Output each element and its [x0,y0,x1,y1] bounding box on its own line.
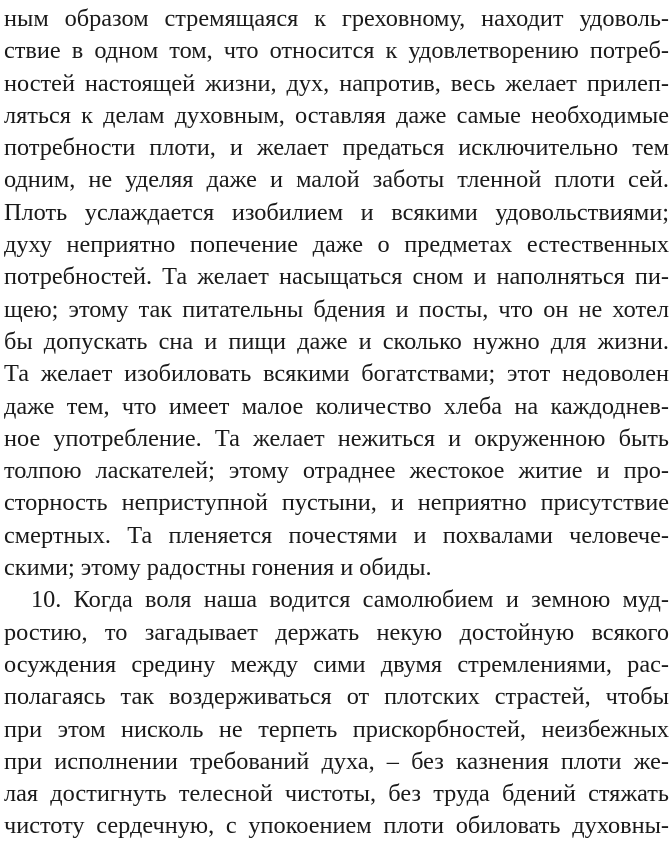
text-line: ствие в одном том, что относится к удовлетворению потреб- [4,37,669,65]
text-line: бы допускать сна и пищи даже и сколько нужно для жизни. [4,327,669,355]
text-line: Плоть услаждается изобилием и всякими удовольствиями; [4,198,669,226]
paragraph-1 [4,3,669,584]
text-line: ляться к делам духовным, оставляя даже самые необходимые [4,101,669,129]
text-line: смертных. Та пленяется почестями и похвалами человече- [4,521,669,549]
text-line: даже тем, что имеет малое количество хлеба на каждоднев- [4,392,669,420]
text-line: Та желает изобиловать всякими богатствами; этот недоволен [4,360,669,388]
text-line: скими; этому радостны гонения и обиды. [4,554,432,582]
text-line: лая достигнуть телесной чистоты, без труда бдений стяжать [4,780,669,808]
text-line: одним, не уделяя даже и малой заботы тленной плоти сей. [4,166,669,194]
text-line: потребностей. Та желает насыщаться сном и наполняться пи- [4,263,669,291]
text-line: 10. Когда воля наша водится самолюбием и земною муд- [31,586,669,614]
paragraph-2 [4,584,669,842]
text-line: осуждения средину между сими двумя стремлениями, рас- [4,650,669,678]
text-line: щею; этому так питательны бдения и посты, что он не хотел [4,295,669,323]
text-line: полагаясь так воздерживаться от плотских страстей, чтобы [4,683,669,711]
text-line: ным образом стремящаяся к греховному, находит удоволь- [4,5,669,32]
text-line: духу неприятно попечение даже о предметах естественных [4,231,669,259]
text-line: толпою ласкателей; этому отраднее жестокое житие и про- [4,457,669,485]
text-line: чистоту сердечную, с упокоением плоти обиловать духовны- [4,812,669,840]
text-line: ное употребление. Та желает нежиться и окруженною быть [4,424,669,452]
text-line: при исполнении требований духа, – без казнения плоти же- [4,747,669,775]
text-line: ростию, то загадывает держать некую достойную всякого [4,618,669,646]
text-line: ностей настоящей жизни, дух, напротив, весь желает прилеп- [4,69,669,97]
text-line: потребности плоти, и желает предаться исключительно тем [4,134,669,162]
document-page [4,3,669,843]
text-line: сторность неприступной пустыни, и неприятно присутствие [4,489,669,517]
text-line: при этом нисколь не терпеть прискорбностей, неизбежных [4,715,669,743]
